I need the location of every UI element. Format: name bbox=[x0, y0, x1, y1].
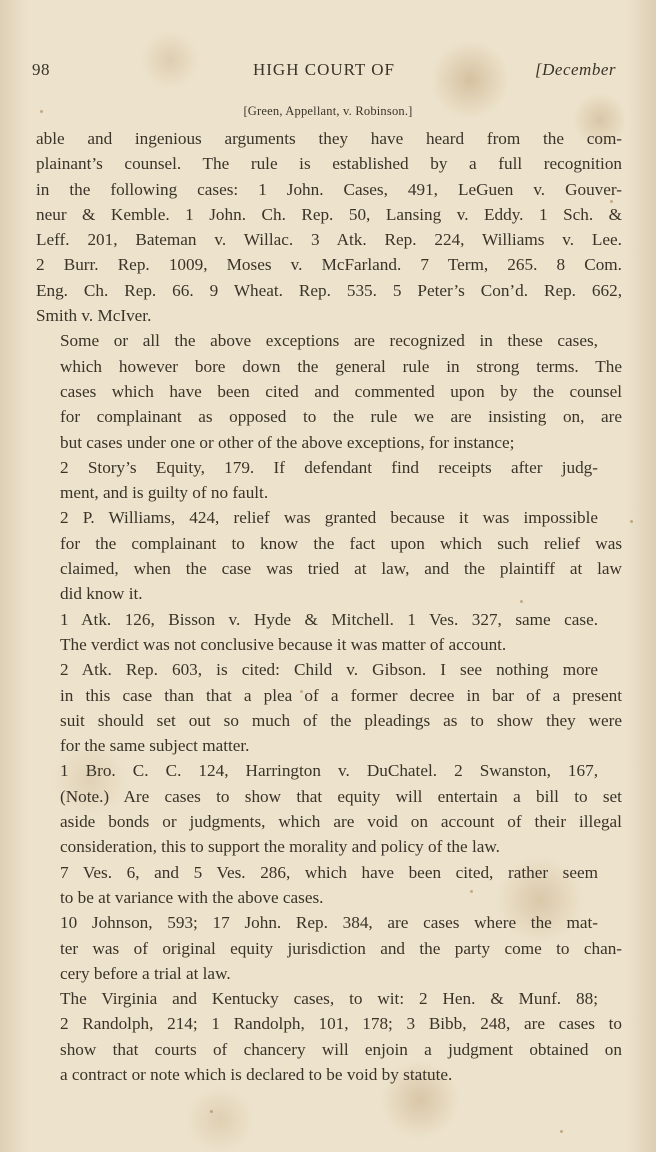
text-line: show that courts of chancery will enjoin a judgment obtained on bbox=[60, 1039, 622, 1059]
text-line: 2 Atk. Rep. 603, is cited: Child v. Gibson. I see nothing more bbox=[60, 660, 599, 680]
text-line: neur & Kemble. 1 John. Ch. Rep. 50, Lansing v. Eddy. 1 Sch. & bbox=[36, 204, 623, 224]
paragraph bbox=[36, 126, 622, 328]
text-line: 7 Ves. 6, and 5 Ves. 286, which have been cited, rather seem bbox=[60, 862, 598, 882]
text-line: cases which have been cited and commented upon by the counsel bbox=[60, 381, 622, 401]
text-line: 2 Story’s Equity, 179. If defendant find receipts after judg- bbox=[60, 457, 598, 477]
text-line: 2 Burr. Rep. 1009, Moses v. McFarland. 7 Term, 265. 8 Com. bbox=[36, 255, 622, 275]
paragraph bbox=[36, 758, 622, 859]
paragraph bbox=[36, 328, 622, 454]
paragraph bbox=[36, 910, 622, 986]
text-line: but cases under one or other of the above exceptions, for instance; bbox=[60, 432, 515, 452]
text-line: able and ingenious arguments they have heard from the com- bbox=[36, 129, 623, 148]
text-line: claimed, when the case was tried at law, and the plaintiff at law bbox=[60, 559, 622, 579]
text-line: plainant’s counsel. The rule is established by a full recognition bbox=[36, 154, 623, 174]
text-line: 2 Randolph, 214; 1 Randolph, 101, 178; 3 Bibb, 248, are cases to bbox=[60, 1014, 623, 1034]
text-line: The verdict was not conclusive because it was matter of account. bbox=[60, 634, 507, 654]
text-line: aside bonds or judgments, which are void on account of their illegal bbox=[60, 812, 622, 832]
text-line: for the complainant to know the fact upon which such relief was bbox=[60, 533, 623, 553]
text-line: which however bore down the general rule in strong terms. The bbox=[60, 356, 623, 376]
text-line: 1 Bro. C. C. 124, Harrington v. DuChatel. 2 Swanston, 167, bbox=[60, 761, 599, 781]
text-line: suit should set out so much of the pleadings as to show they were bbox=[60, 710, 623, 730]
text-line: ter was of original equity jurisdiction and the party come to chan- bbox=[60, 938, 623, 958]
text-line: 10 Johnson, 593; 17 John. Rep. 384, are cases where the mat- bbox=[60, 913, 599, 933]
text-line: 2 P. Williams, 424, relief was granted because it was impossible bbox=[60, 508, 598, 528]
text-line: for the same subject matter. bbox=[60, 736, 250, 756]
page-number: 98 bbox=[32, 60, 50, 79]
text-line: cery before a trial at law. bbox=[60, 963, 231, 983]
text-line: Smith v. McIver. bbox=[36, 306, 152, 326]
text-line: Leff. 201, Bateman v. Willac. 3 Atk. Rep. 224, Williams v. Lee. bbox=[36, 230, 622, 250]
text-line: to be at variance with the above cases. bbox=[60, 887, 324, 907]
text-line: for complainant as opposed to the rule we are insisting on, are bbox=[60, 407, 622, 427]
text-line: Eng. Ch. Rep. 66. 9 Wheat. Rep. 535. 5 Peter’s Con’d. Rep. 662, bbox=[36, 280, 622, 300]
text-line: a contract or note which is declared to be void by statute. bbox=[60, 1064, 453, 1084]
text-line: in this case than that a plea of a former decree in bar of a present bbox=[60, 685, 623, 705]
case-caption: [Green, Appellant, v. Robinson.] bbox=[243, 104, 413, 118]
text-line: in the following cases: 1 John. Cases, 491, LeGuen v. Gouver- bbox=[36, 179, 622, 199]
paragraph bbox=[36, 860, 622, 911]
running-title: HIGH COURT OF bbox=[252, 60, 395, 79]
text-line: did know it. bbox=[60, 584, 143, 604]
text-line: The Virginia and Kentucky cases, to wit: 2 Hen. & Munf. 88; bbox=[60, 989, 598, 1009]
paragraph bbox=[36, 607, 622, 658]
paragraph bbox=[36, 505, 622, 606]
text-line: 1 Atk. 126, Bisson v. Hyde & Mitchell. 1 Ves. 327, same case. bbox=[60, 609, 599, 629]
text-line: ment, and is guilty of no fault. bbox=[60, 483, 269, 503]
body-text bbox=[36, 126, 622, 1087]
paragraph bbox=[36, 657, 622, 758]
text-line: (Note.) Are cases to show that equity will entertain a bill to set bbox=[60, 786, 622, 806]
paragraph bbox=[36, 455, 622, 506]
running-month: [December bbox=[535, 60, 616, 79]
text-line: consideration, this to support the morality and policy of the law. bbox=[60, 837, 500, 857]
text-line: Some or all the above exceptions are recognized in these cases, bbox=[60, 331, 598, 351]
running-header bbox=[32, 60, 616, 86]
paragraph bbox=[36, 986, 622, 1087]
